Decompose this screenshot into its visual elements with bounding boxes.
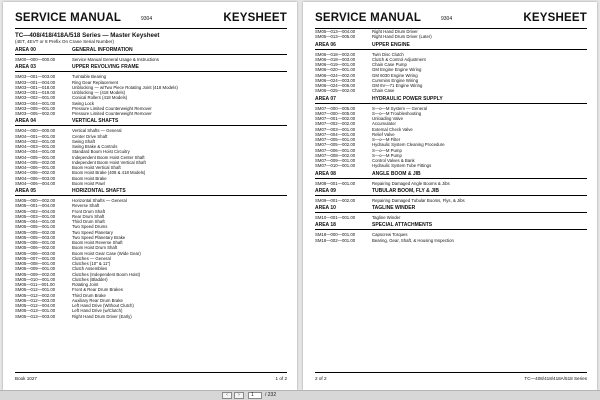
footer-right-text: TC—408/418/418A/518 Series	[524, 376, 587, 381]
manual-topic: Twin Disc Clutch	[372, 51, 404, 57]
document-page-left	[3, 2, 297, 390]
manual-topic: Unblocking — w/Two Piece Rotating Joint (418 Models)	[72, 84, 178, 90]
manual-topic: Pressure Limited Counterweight Remover	[72, 111, 152, 116]
manual-code: SM05—006—002.00	[15, 245, 56, 251]
area-number: AREA 18	[315, 222, 336, 229]
keysheet-row	[15, 111, 287, 116]
page-header	[15, 12, 287, 26]
manual-code: SM06—025—002.00	[315, 88, 356, 94]
manual-code: SM07—000—005.00	[315, 105, 356, 111]
manual-code: SM07—010—001.00	[315, 163, 356, 169]
manual-code: SM05—004—001.00	[15, 219, 56, 224]
page-total-label: / 232	[265, 392, 277, 398]
manual-number: 9304	[141, 16, 153, 22]
manual-code: SM07—005—002.00	[315, 142, 356, 148]
manual-topic: Boom Hoist Pawl	[72, 180, 105, 186]
manual-topic: S—o—M System — General	[372, 105, 427, 111]
area-heading	[15, 118, 287, 125]
manual-topic: GM 6030 Engine Wiring	[372, 72, 418, 78]
manual-code: SM04—001—001.00	[15, 133, 56, 139]
manual-code: SM05—013—005.00	[315, 34, 356, 40]
manual-code: SM04—006—001.00	[15, 165, 56, 170]
manual-topic: Repairing Damaged Tubular Booms, Flys, & Jibs	[372, 197, 465, 203]
area-heading	[15, 64, 287, 71]
area-number: AREA 00	[15, 47, 36, 53]
manual-topic: Chain Case Pump	[372, 62, 407, 67]
area-number: AREA 07	[315, 95, 336, 102]
manual-topic: Clutches (10" & 11")	[72, 261, 111, 266]
manual-title: SERVICE MANUAL	[15, 12, 122, 24]
keysheet-row	[315, 34, 587, 39]
manual-code: SM04—005—001.00	[15, 154, 56, 160]
manual-topic: Standard Boom Hoist Circuitry	[72, 149, 130, 155]
manual-topic: Vertical Shafts — General	[72, 128, 122, 134]
manual-topic: Clutches (Independent Boom Hoist)	[72, 271, 141, 277]
manual-topic: Boom Hoist Vertical Shaft	[72, 165, 121, 170]
keysheet-row	[315, 198, 587, 203]
manual-code: SM07—006—001.00	[315, 147, 356, 153]
manual-topic: Reverse Shaft	[72, 203, 100, 209]
manual-code: SM10—001—001.00	[315, 215, 356, 220]
manual-code: SM06—020—001.00	[315, 67, 356, 73]
manual-topic: Rotating Joint	[72, 282, 99, 287]
manual-topic: S—o—M Filter	[372, 137, 401, 142]
manual-code: SM04—006—003.00	[15, 175, 56, 181]
keysheet-row	[15, 314, 287, 319]
manual-topic: Turntable Bearing	[72, 74, 106, 80]
manual-topic: Front & Rear Drum Brakes	[72, 287, 123, 293]
manual-topic: Right Hand Drum Driver (Later)	[372, 34, 432, 40]
manual-code: SM05—009—001.00	[15, 266, 56, 272]
manual-code: SM05—012—004.00	[15, 303, 56, 308]
area-title: HORIZONTAL SHAFTS	[72, 188, 126, 194]
manual-code: SM05—006—001.00	[15, 240, 56, 245]
manual-topic: Boom Hoist Brake	[72, 175, 107, 181]
area-heading	[15, 47, 287, 54]
manual-code: SM04—006—002.00	[15, 170, 56, 176]
page-number-input[interactable]: 1	[248, 392, 262, 399]
manual-code: SM04—005—002.00	[15, 159, 56, 165]
manual-code: SM06—019—001.00	[315, 62, 356, 67]
manual-topic: Boom Hoist Drum Shaft	[72, 245, 118, 251]
manual-topic: Clutch & Control Adjustment	[372, 56, 426, 62]
manual-code: SM06—024—003.00	[315, 77, 356, 83]
area-number: AREA 04	[15, 118, 36, 125]
manual-code: SM05—012—002.00	[15, 292, 56, 298]
manual-topic: Two Speed Drums	[72, 224, 108, 230]
manual-topic: Two Speed Planetary Brake	[72, 234, 126, 240]
manual-topic: Hydraulic System Cleaning Procedure	[372, 142, 445, 148]
viewer-toolbar	[0, 390, 600, 400]
manual-topic: Relief Valve	[372, 131, 395, 137]
keysheet-row	[315, 238, 587, 243]
manual-topic: Ring Gear Replacement	[72, 79, 119, 85]
area-number: AREA 06	[315, 41, 336, 48]
manual-code: SM06—024—006.00	[315, 83, 356, 88]
chevron-right-icon: ›	[238, 392, 240, 398]
manual-topic: Swing Lock	[72, 100, 94, 106]
manual-topic: Clutches — General	[72, 255, 111, 261]
manual-topic: Chain Case	[372, 88, 395, 94]
manual-code: SM05—012—003.00	[15, 297, 56, 303]
manual-code: SM05—006—003.00	[15, 250, 56, 256]
area-title: UPPER ENGINE	[372, 41, 410, 48]
keysheet-row	[315, 88, 587, 93]
manual-topic: Rear Drum Shaft	[72, 213, 105, 219]
manual-topic: S—o—M Pump	[372, 147, 402, 153]
page-footer	[15, 372, 287, 382]
area-title: VERTICAL SHAFTS	[72, 118, 119, 125]
manual-code: SM18—002—001.00	[315, 237, 356, 243]
manual-code: SM05—005—003.00	[15, 234, 56, 240]
manual-code: SM04—002—001.00	[15, 138, 56, 144]
manual-code: SM05—008—001.00	[15, 261, 56, 266]
keysheet-row	[15, 57, 287, 62]
manual-topic: Boom Hoist Gear Case (Wide Gear)	[72, 250, 141, 256]
manual-topic: Front Drum Shaft	[72, 208, 105, 214]
footer-left-text: Book 1027	[15, 376, 37, 381]
manual-code: SM07—000—005.00	[315, 110, 356, 116]
manual-code: SM05—000—002.00	[15, 198, 56, 203]
chevron-left-icon: ‹	[226, 392, 228, 398]
manual-topic: Left Hand Drive (Without Clutch)	[72, 303, 134, 308]
manual-code: SM03—001—019.00	[15, 90, 56, 95]
manual-code: SM07—003—001.00	[315, 126, 356, 132]
manual-topic: Third Drum Shaft	[72, 219, 105, 224]
keysheet-label: KEYSHEET	[223, 12, 287, 24]
manual-code: SM08—001—001.00	[315, 180, 356, 186]
manual-topic: Cummins Engine Wiring	[372, 77, 419, 83]
manual-code: SM07—001—002.00	[315, 116, 356, 121]
manual-topic: Tagline Winder	[372, 215, 401, 220]
manual-code: SM03—004—001.00	[15, 100, 56, 106]
manual-code: SM05—007—001.00	[15, 255, 56, 261]
manual-code: SM04—000—000.00	[15, 128, 56, 134]
keysheet-row	[315, 163, 587, 168]
manual-code: SM03—001—003.00	[15, 74, 56, 80]
manual-topic: Hydraulic System Tube Fittings	[372, 163, 432, 169]
keysheet-row	[315, 181, 587, 186]
area-number: AREA 09	[315, 187, 336, 194]
manual-code: SM07—004—001.00	[315, 131, 356, 137]
manual-number: 9304	[441, 16, 453, 22]
manual-code: SM03—001—018.00	[15, 84, 56, 90]
manual-code: SM05—001—004.00	[15, 203, 56, 209]
area-title: TUBULAR BOOM, FLY & JIB	[372, 187, 439, 194]
manual-topic: Pressure Limited Counterweight Remover	[72, 105, 152, 111]
keysheet-label: KEYSHEET	[523, 12, 587, 24]
page-header	[315, 12, 587, 26]
manual-topic: Unblocking — (418 Models)	[72, 90, 126, 95]
manual-code: SM05—012—001.00	[15, 287, 56, 293]
manual-topic: Bearing, Gear, Shaft, & Housing Inspection	[372, 237, 454, 243]
manual-code: SM03—005—002.00	[15, 111, 56, 116]
manual-topic: Boom Hoist Brake (408 & 418 Models)	[72, 170, 146, 176]
manual-topic: S—o—M Pump	[372, 152, 402, 158]
manual-topic: Service Manual General Usage & Instructions	[72, 57, 159, 62]
area-title: UPPER REVOLVING FRAME	[72, 64, 139, 71]
footer-left-text: 2 of 2	[315, 376, 327, 381]
area-number: AREA 08	[315, 170, 336, 177]
manual-topic: Independent Boom Hoist Vertical Shaft	[72, 159, 146, 165]
manual-code: SM03—002—001.00	[15, 95, 56, 101]
manual-code: SM06—018—003.00	[315, 56, 356, 62]
next-page-button[interactable]	[234, 392, 244, 399]
manual-code: SM09—001—002.00	[315, 197, 356, 203]
area-heading	[315, 205, 587, 212]
document-title: TC—408/418/418A/518 Series — Master Keysheet	[15, 32, 160, 39]
manual-title: SERVICE MANUAL	[315, 12, 422, 24]
manual-code: SM05—003—001.00	[15, 213, 56, 219]
area-heading	[315, 171, 587, 178]
manual-topic: Two Speed Planetary	[72, 229, 113, 235]
document-subtitle: (4ET, 4EVT or 8 Prefix On Crane Serial Number)	[15, 39, 114, 44]
manual-code: SM07—005—001.00	[315, 137, 356, 142]
manual-topic: Unloading Valve	[372, 116, 403, 121]
manual-topic: Accumulator	[372, 121, 396, 127]
area-title: GENERAL INFORMATION	[72, 47, 133, 53]
manual-code: SM00—000—000.00	[15, 57, 56, 62]
manual-topic: Clutches (Bladder)	[72, 276, 108, 282]
manual-topic: Clutch Assemblies	[72, 266, 108, 272]
manual-topic: Auxiliary Rear Drum Brake	[72, 297, 123, 303]
manual-topic: Conical Rollers (418 Models)	[72, 95, 128, 101]
document-page-right	[303, 2, 597, 390]
manual-topic: External Check Valve	[372, 126, 413, 132]
area-title: SPECIAL ATTACHMENTS	[372, 222, 433, 229]
manual-topic: Right Hand Drum Driver (Early)	[72, 313, 132, 319]
manual-code: SM05—009—002.00	[15, 271, 56, 277]
area-number: AREA 03	[15, 64, 36, 71]
manual-topic: Boom Hoist Reverse Shaft	[72, 240, 123, 245]
header-rule	[15, 28, 287, 29]
manual-topic: Center Drive Shaft	[72, 133, 108, 139]
manual-topic: Swing Brake & Controls	[72, 144, 118, 149]
manual-topic: Repairing Damaged Angle Booms & Jibs	[372, 180, 450, 186]
area-heading	[315, 96, 587, 103]
previous-page-button[interactable]	[222, 392, 232, 399]
area-number: AREA 10	[315, 205, 336, 211]
area-heading	[315, 42, 587, 49]
manual-code: SM04—006—004.00	[15, 180, 56, 186]
manual-code: SM04—004—001.00	[15, 149, 56, 155]
keysheet-row	[15, 181, 287, 186]
manual-topic: GM 6V—71 Engine Wiring	[372, 83, 423, 88]
manual-topic: Independent Boom Hoist Center Shaft	[72, 154, 145, 160]
manual-code: SM03—001—004.00	[15, 79, 56, 85]
area-heading	[315, 188, 587, 195]
manual-topic: GM Engine Engine Wiring	[372, 67, 422, 73]
manual-code: SM06—018—002.00	[315, 51, 356, 57]
area-title: TAGLINE WINDER	[372, 205, 416, 211]
manual-code: SM05—013—003.00	[15, 313, 56, 319]
manual-code: SM07—008—002.00	[315, 152, 356, 158]
footer-right-text: 1 of 2	[275, 376, 287, 381]
manual-code: SM05—013—004.00	[315, 29, 356, 34]
manual-topic: Right Hand Drum Driver	[372, 29, 418, 34]
manual-topic: Swing Shaft	[72, 138, 95, 144]
area-heading	[15, 188, 287, 195]
manual-code: SM05—002—004.00	[15, 208, 56, 214]
manual-code: SM05—005—002.00	[15, 229, 56, 235]
area-number: AREA 05	[15, 188, 36, 194]
manual-code: SM05—011—001.00	[15, 282, 55, 287]
manual-code: SM05—010—001.00	[15, 276, 56, 282]
manual-topic: Capscrew Torques	[372, 232, 408, 238]
manual-code: SM18—000—001.00	[315, 232, 356, 238]
manual-topic: S—o—M Troubleshooting	[372, 110, 422, 116]
manual-code: SM07—009—001.00	[315, 158, 356, 163]
page-footer	[315, 372, 587, 382]
area-title: ANGLE BOOM & JIB	[372, 170, 421, 177]
area-title: HYDRAULIC POWER SUPPLY	[372, 95, 443, 102]
manual-code: SM03—005—001.00	[15, 105, 56, 111]
manual-topic: Horizontal Shafts — General	[72, 198, 127, 203]
manual-code: SM06—024—002.00	[315, 72, 356, 78]
manual-code: SM07—002—002.00	[315, 121, 356, 127]
manual-code: SM05—013—001.00	[15, 308, 56, 314]
manual-topic: Left Hand Drive (w/Clutch)	[72, 308, 123, 314]
area-heading	[315, 222, 587, 229]
manual-code: SM04—003—001.00	[15, 144, 56, 149]
manual-topic: Third Drum Brake	[72, 292, 106, 298]
manual-topic: Control Valves & Bank	[372, 158, 415, 163]
manual-code: SM05—005—001.00	[15, 224, 56, 230]
keysheet-row	[315, 215, 587, 220]
